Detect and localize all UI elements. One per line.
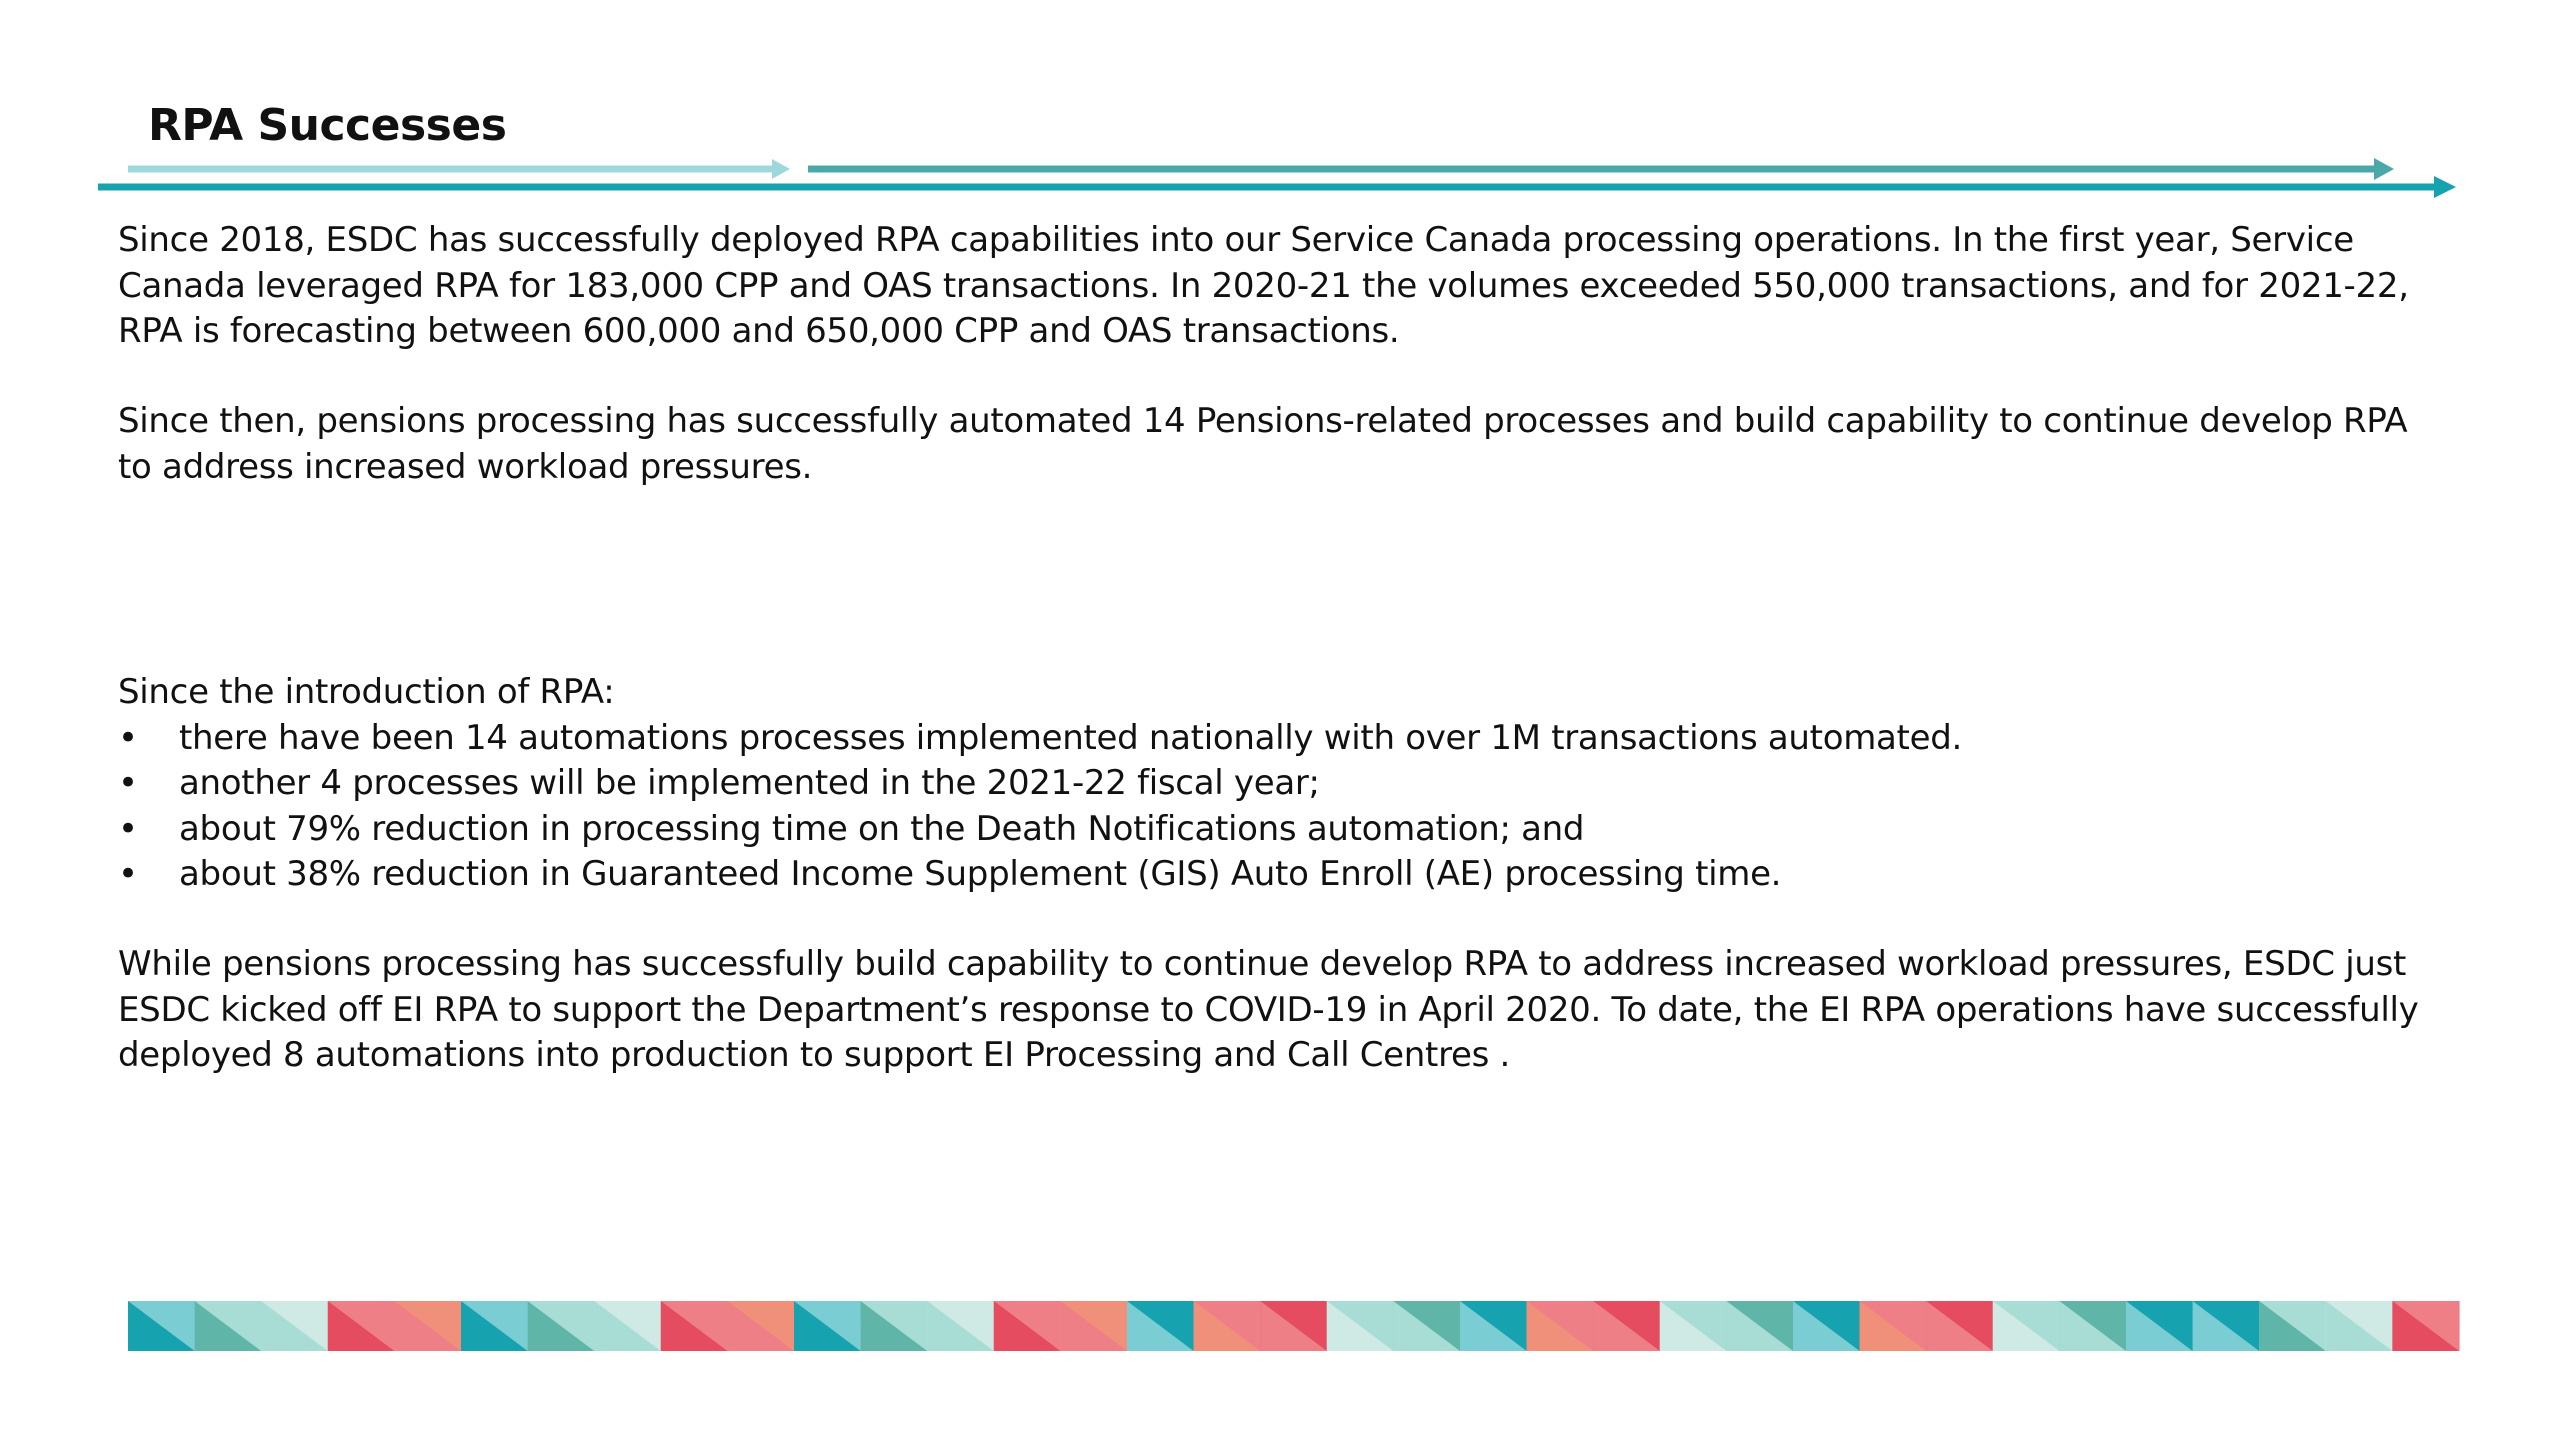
paragraph-ei-rpa bbox=[118, 942, 2448, 1079]
bullet-icon: • bbox=[118, 763, 138, 803]
arrow-long-head bbox=[2434, 176, 2456, 198]
list-item bbox=[118, 807, 2448, 853]
banner-tile bbox=[1993, 1301, 2060, 1351]
paragraph-1-text: Since 2018, ESDC has successfully deployed RPA capabilities into our Service Canada processing operations. In the first year, Service Canada leveraged RPA for 183,000 CPP and OAS transactions. In 2020-21 the volumes exceeded 550,000 transactions, and for 2021-22, RPA is forecasting between 600,000 and 650,000 CPP and OAS transactions. bbox=[118, 220, 2409, 351]
banner-tile bbox=[1194, 1301, 1261, 1351]
bullet-icon: • bbox=[118, 854, 138, 894]
banner-tile bbox=[594, 1301, 661, 1351]
banner-tile bbox=[727, 1301, 794, 1351]
banner-tile bbox=[2326, 1301, 2393, 1351]
paragraph-deployment bbox=[118, 218, 2448, 355]
banner-tile bbox=[1060, 1301, 1127, 1351]
banner-tile bbox=[1860, 1301, 1927, 1351]
list-item-text: there have been 14 automations processes implemented nationally with over 1M transactions automated. bbox=[179, 717, 1962, 758]
banner-tile bbox=[1393, 1301, 1460, 1351]
arrow-middle-head bbox=[2374, 158, 2394, 180]
banner-tile bbox=[994, 1301, 1061, 1351]
paragraph-3-text: While pensions processing has successfully build capability to continue develop RPA to address increased workload pressures, ESDC just ESDC kicked off EI RPA to support the Department’s response to COVID-19 in April 2020. To date, the EI RPA operations have successfully deployed 8 automations into production to support EI Processing and Call Centres . bbox=[118, 944, 2419, 1075]
banner-tile bbox=[394, 1301, 461, 1351]
banner-tile bbox=[661, 1301, 728, 1351]
banner-tile bbox=[2193, 1301, 2260, 1351]
list-item-text: about 38% reduction in Guaranteed Income Supplement (GIS) Auto Enroll (AE) processing time. bbox=[179, 854, 1782, 894]
banner-tile bbox=[861, 1301, 928, 1351]
banner-tile bbox=[1593, 1301, 1660, 1351]
decorative-triangle-banner bbox=[128, 1301, 2460, 1351]
list-item bbox=[118, 716, 2448, 762]
paragraph-2-text: Since then, pensions processing has successfully automated 14 Pensions-related processes and build capability to continue develop RPA to address increased workload pressures. bbox=[118, 401, 2408, 487]
bullet-icon: • bbox=[118, 717, 138, 758]
banner-tile bbox=[528, 1301, 595, 1351]
list-item-text: another 4 processes will be implemented in the 2021-22 fiscal year; bbox=[179, 763, 1320, 803]
banner-tile bbox=[2126, 1301, 2193, 1351]
arrow-short-head bbox=[772, 159, 790, 179]
list-item-text: about 79% reduction in processing time on the Death Notifications automation; and bbox=[179, 808, 1585, 849]
banner-tile bbox=[1127, 1301, 1194, 1351]
banner-tile bbox=[2259, 1301, 2326, 1351]
results-list bbox=[118, 716, 2448, 898]
slide-title: RPA Successes bbox=[148, 100, 507, 151]
list-item bbox=[118, 761, 2448, 807]
banner-tile bbox=[2059, 1301, 2126, 1351]
results-list-block bbox=[118, 670, 2448, 898]
banner-tile bbox=[1527, 1301, 1594, 1351]
banner-tile bbox=[128, 1301, 195, 1351]
banner-tile bbox=[1726, 1301, 1793, 1351]
banner-tile bbox=[1926, 1301, 1993, 1351]
banner-tile bbox=[2392, 1301, 2459, 1351]
banner-tile bbox=[1793, 1301, 1860, 1351]
banner-tile bbox=[261, 1301, 328, 1351]
banner-tile bbox=[328, 1301, 395, 1351]
banner-tile bbox=[461, 1301, 528, 1351]
header-arrows bbox=[90, 150, 2490, 200]
banner-tile bbox=[927, 1301, 994, 1351]
banner-tile bbox=[195, 1301, 262, 1351]
bullet-icon: • bbox=[118, 808, 138, 849]
banner-tile bbox=[1327, 1301, 1394, 1351]
banner-tile bbox=[1260, 1301, 1327, 1351]
banner-tile bbox=[1660, 1301, 1727, 1351]
list-intro: Since the introduction of RPA: bbox=[118, 672, 615, 712]
paragraph-pensions bbox=[118, 399, 2448, 490]
list-item bbox=[118, 852, 2448, 898]
banner-tile bbox=[794, 1301, 861, 1351]
banner-tile bbox=[1460, 1301, 1527, 1351]
